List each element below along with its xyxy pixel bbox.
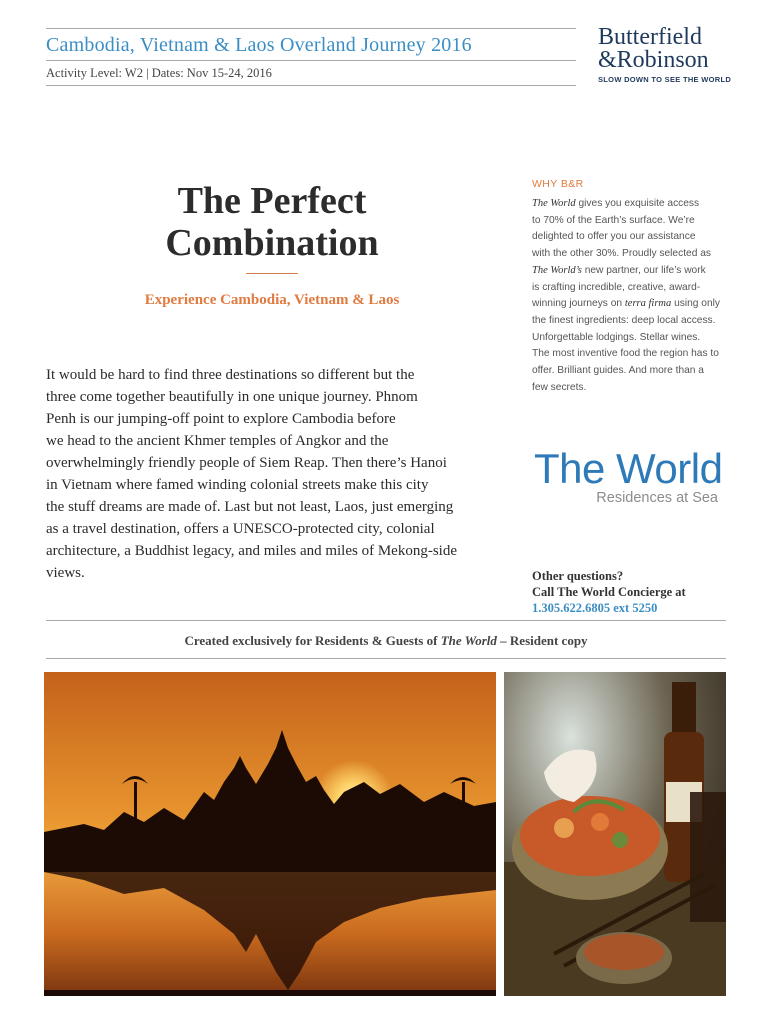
body-line: architecture, a Buddhist legacy, and miles and miles of Mekong-side xyxy=(46,543,457,559)
sidebar-line: few secrets. xyxy=(532,381,587,393)
sidebar-line: Unforgettable lodgings. Stellar wines. xyxy=(532,331,701,343)
world-name-italic: The World xyxy=(532,198,576,209)
the-world-logo xyxy=(534,446,724,506)
sidebar-line: offer. Brilliant guides. And more than a xyxy=(532,365,704,377)
headline-divider xyxy=(246,273,298,274)
body-paragraph xyxy=(46,364,516,584)
body-line: the stuff dreams are made of. Last but not least, Laos, just emerging xyxy=(46,499,454,515)
concierge-phone-link[interactable]: 1.305.622.6805 ext 5250 xyxy=(532,601,658,615)
footer-note-text: Created exclusively for Residents & Guests of xyxy=(184,633,441,648)
body-line: as a travel destination, offers a UNESCO-protected city, colonial xyxy=(46,521,435,537)
body-line: overwhelmingly friendly people of Siem Reap. Then there’s Hanoi xyxy=(46,455,447,471)
terra-firma-italic: terra firma xyxy=(624,298,672,310)
sidebar-line xyxy=(532,196,732,213)
body-line: three come together beautifully in one unique journey. Phnom xyxy=(46,389,418,405)
body-line: views. xyxy=(46,565,85,581)
logo-line-1: Butterfield xyxy=(598,24,702,50)
headline-line-2: Combination xyxy=(165,222,379,264)
meta-separator: | xyxy=(146,66,149,80)
header-top-rule xyxy=(46,28,576,29)
sidebar-line: is crafting incredible, creative, award- xyxy=(532,281,701,293)
world-name-italic: The World’s xyxy=(532,264,582,276)
residences-at-sea-tagline: Residences at Sea xyxy=(596,490,718,506)
footer-bottom-rule xyxy=(46,658,726,659)
sidebar-line xyxy=(532,296,732,313)
sidebar-line xyxy=(532,263,732,280)
sidebar-text: using only xyxy=(671,298,720,310)
sidebar-line: with the other 30%. Proudly selected as xyxy=(532,248,711,260)
header-bottom-rule xyxy=(46,85,576,86)
resident-copy-note xyxy=(46,633,726,649)
activity-level: Activity Level: W2 xyxy=(46,66,143,80)
contact-call: Call The World Concierge at xyxy=(532,585,686,599)
sidebar-line: to 70% of the Earth’s surface. We’re xyxy=(532,214,695,226)
contact-question: Other questions? xyxy=(532,569,624,583)
headline xyxy=(80,180,464,264)
sidebar-heading: WHY B&R xyxy=(532,178,584,190)
trip-title: Cambodia, Vietnam & Laos Overland Journey 2016 xyxy=(46,34,472,56)
body-line: Penh is our jumping-off point to explore Cambodia before xyxy=(46,411,396,427)
footer-note-text: – Resident copy xyxy=(496,633,588,648)
sidebar-text: gives you exquisite access xyxy=(575,198,700,209)
butterfield-robinson-logo xyxy=(598,24,732,84)
sidebar-line: The most inventive food the region has to xyxy=(532,348,719,360)
sidebar-text: new partner, our life’s work xyxy=(581,264,706,276)
logo-tagline: SLOW DOWN TO SEE THE WORLD xyxy=(598,75,732,84)
contact-block xyxy=(532,568,742,616)
vietnamese-food-photo xyxy=(504,672,726,996)
why-br-sidebar xyxy=(532,178,732,396)
sidebar-text: winning journeys on xyxy=(532,298,625,310)
body-line: we head to the ancient Khmer temples of Angkor and the xyxy=(46,433,389,449)
angkor-wat-sunset-photo xyxy=(44,672,496,996)
sidebar-line: the finest ingredients: deep local access. xyxy=(532,314,716,326)
trip-dates: Dates: Nov 15-24, 2016 xyxy=(151,66,272,80)
body-line: in Vietnam where famed winding colonial streets make this city xyxy=(46,477,429,493)
headline-line-1: The Perfect xyxy=(177,180,367,222)
footer-world-italic: The World xyxy=(440,633,497,648)
footer-top-rule xyxy=(46,620,726,621)
logo-line-2: &Robinson xyxy=(598,47,709,73)
sidebar-line: delighted to offer you our assistance xyxy=(532,231,696,243)
body-line: It would be hard to find three destinations so different but the xyxy=(46,367,415,383)
the-world-wordmark: The World xyxy=(534,445,723,492)
subheadline: Experience Cambodia, Vietnam & Laos xyxy=(144,292,400,308)
trip-meta xyxy=(46,66,272,81)
header-middle-rule xyxy=(46,60,576,61)
